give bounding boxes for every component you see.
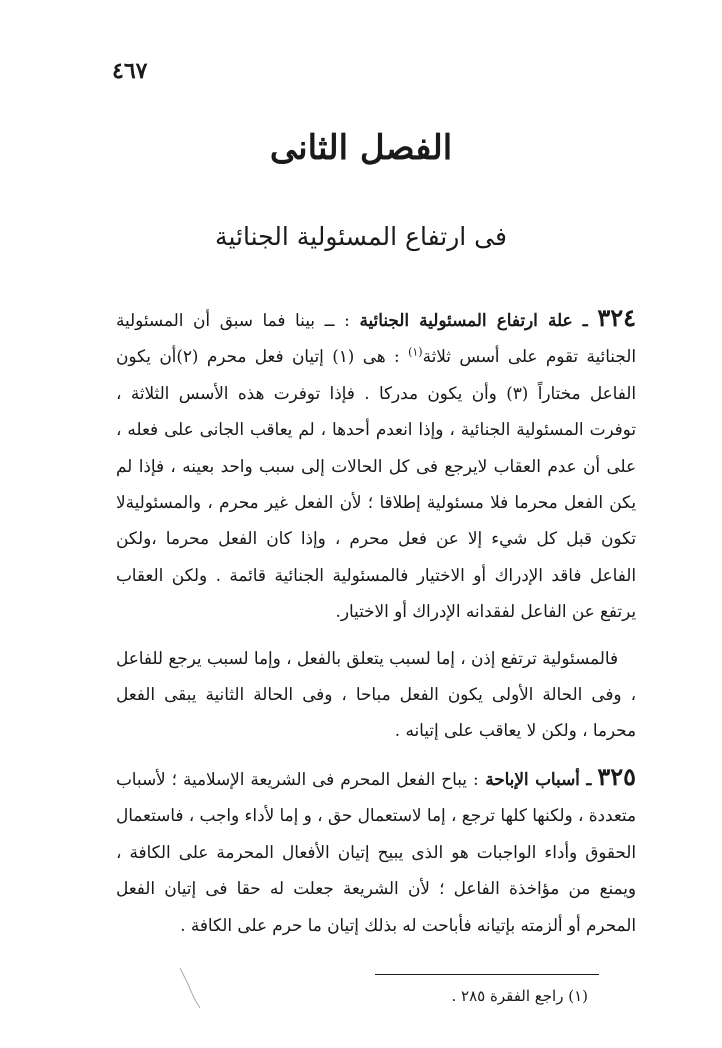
paragraph-text: : ــ بينا فما سبق أن المسئولية الجنائية تقوم على أسس ثلاثة — [116, 310, 636, 367]
section-number: ٣٢٤ — [597, 303, 636, 332]
paragraph-text: : يباح الفعل المحرم فى الشريعة الإسلامية ؛ لأسباب متعددة ، ولكنها كلها ترجع ، إما لاستعمال حق ، و إما لأداء واجب ، فاستعمال الحقوق وأداء الواجبات هو الذى يبيح إتيان الأفعال المحرمة على الكافة ، ويمنع من مؤاخذة الفاعل ؛ لأن الشريعة جعلت له حقا فى إتيان الفعل المحرم أو ألزمته بإتيانه فأباحت له بذلك إتيان ما حرم على الكافة . — [116, 768, 636, 935]
paragraph-text: : هى (١) إتيان فعل محرم (٢)أن يكون الفاعل مختاراً (٣) وأن يكون مدركا . فإذا توفرت هذه الأسس الثلاثة ، توفرت المسئولية الجنائية ، وإذا انعدم أحدها ، لم يعاقب الجانى على فعله ، على أن عدم العقاب لايرجع فى كل الحالات إلى سبب واحد بعينه ، فإذا لم يكن الفعل محرما فلا مسئولية إطلاقا ؛ لأن الفعل غير محرم ، والمسئوليةلا تكون قبل كل شيء إلا عن فعل محرم ، وإذا كان الفعل محرما ،ولكن الفاعل فاقد الإدراك أو الاختيار فالمسئولية الجنائية قائمة . ولكن العقاب يرتفع عن الفاعل لفقدانه الإدراك أو الاختيار. — [116, 346, 636, 622]
page-number: ٤٦٧ — [112, 58, 148, 84]
paper-mark — [178, 966, 208, 1010]
chapter-title: الفصل الثانى — [269, 128, 453, 168]
footnote: (١) راجع الفقرة ٢٨٥ . — [451, 987, 588, 1005]
paragraph-2: فالمسئولية ترتفع إذن ، إما لسبب يتعلق بالفعل ، وإما لسبب يرجع للفاعل ، وفى الحالة الأولى يكون الفعل مباحا ، وفى الحالة الثانية يبقى الفعل محرما ، ولكن لا يعاقب على إتيانه . — [116, 647, 636, 741]
section-heading: ـ أسباب الإباحة — [485, 768, 592, 789]
footnote-marker: (١) — [408, 345, 423, 359]
section-324-paragraph — [116, 300, 636, 630]
chapter-subtitle: فى ارتفاع المسئولية الجنائية — [215, 222, 507, 251]
section-325-paragraph — [116, 759, 636, 943]
section-heading: ـ علة ارتفاع المسئولية الجنائية — [359, 310, 588, 330]
body-text — [116, 300, 636, 953]
footnote-divider — [375, 974, 599, 975]
section-number: ٣٢٥ — [597, 761, 636, 791]
